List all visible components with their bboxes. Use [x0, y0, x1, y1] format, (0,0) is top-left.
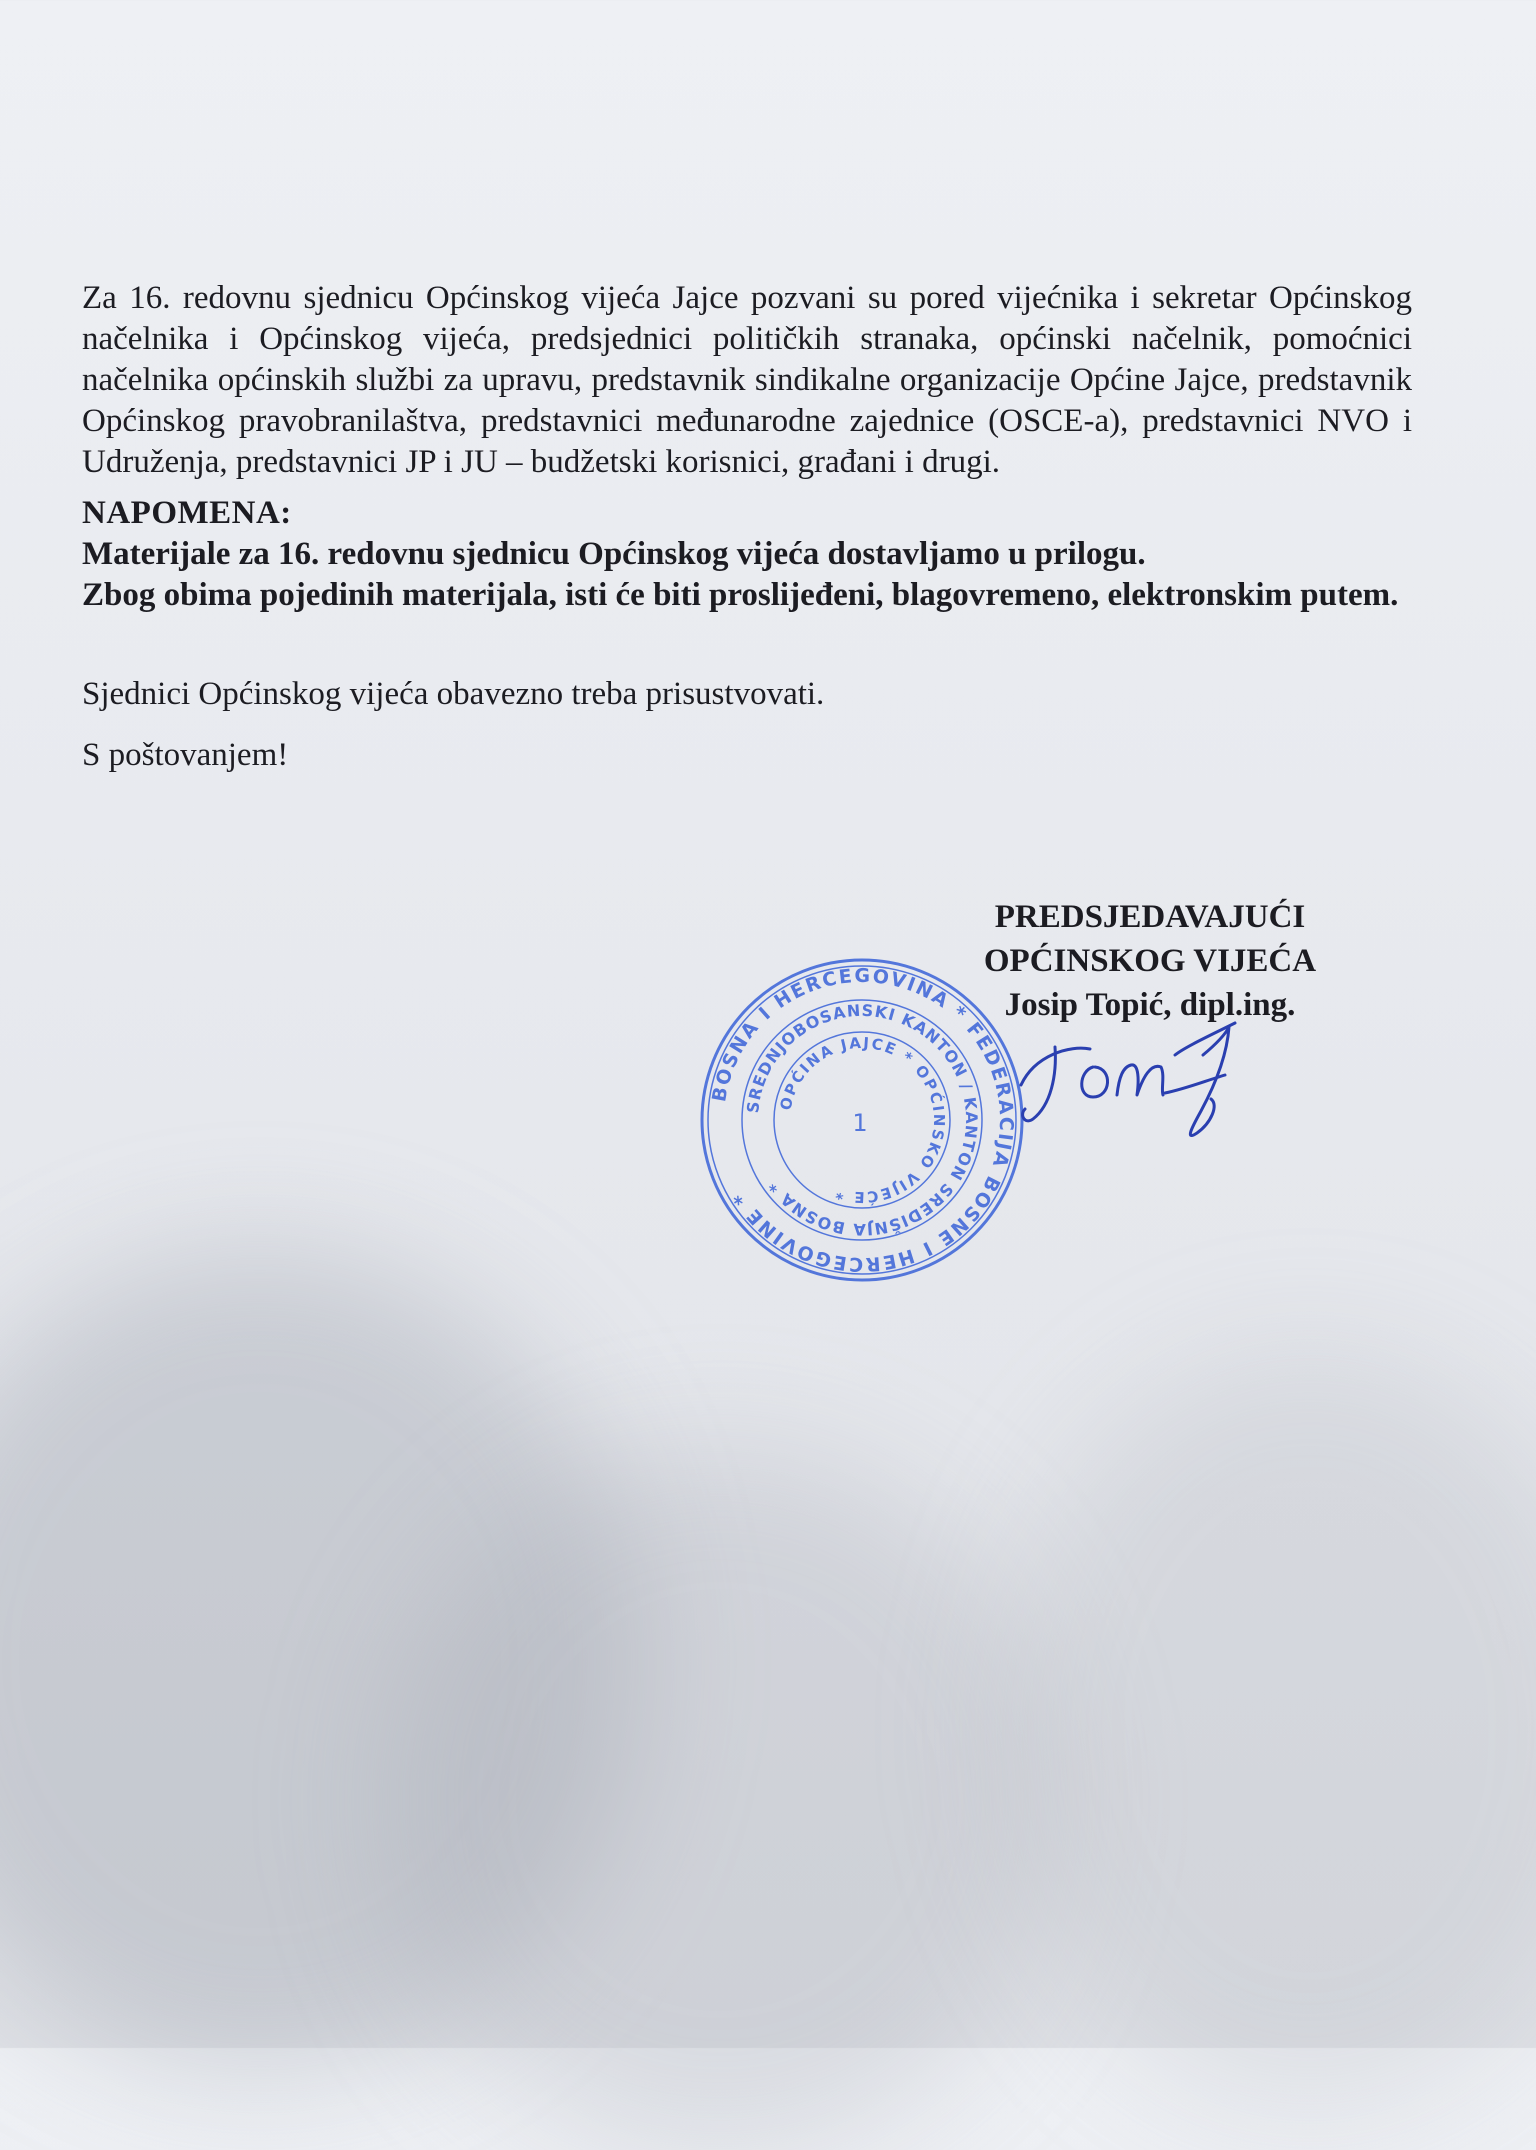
note-line-2: Zbog obima pojedinih materijala, isti će biti proslijeđeni, blagovremeno, elektronskim putem.: [82, 577, 1399, 613]
signature-title-line-1: PREDSJEDAVAJUĆI: [994, 899, 1306, 935]
intro-paragraph: Za 16. redovnu sjednicu Općinskog vijeća Jajce pozvani su pored vijećnika i sekretar Općinskog načelnika i Općinskog vijeća, predsjednici političkih stranaka, općinski načelnik, pomoćnici načelnika općinskih službi za upravu, predstavnik sindikalne organizacije Općine Jajce, predstavnik Općinskog pravobranilaštva, predstavnici međunarodne zajednice (OSCE-a), predstavnici NVO i Udruženja, predstavnici JP i JU – budžetski korisnici, građani i drugi.: [82, 280, 1412, 480]
stamp-outer-text: BOSNA I HERCEGOVINA * FEDERACIJA BOSNE I HERCEGOVINE *: [708, 964, 1018, 1276]
official-stamp: [692, 955, 1032, 1285]
note-line-1: Materijale za 16. redovnu sjednicu Općinskog vijeća dostavljamo u prilogu.: [82, 536, 1146, 572]
stamp-inner-text: OPĆINA JAJCE * OPĆINSKO VIJEĆE *: [776, 1033, 949, 1207]
attendance-line: Sjednici Općinskog vijeća obavezno treba prisustvovati.: [82, 676, 825, 712]
closing: S poštovanjem!: [82, 737, 289, 773]
signature-title-line-2: OPĆINSKOG VIJEĆA: [983, 943, 1317, 979]
signatory-name: Josip Topić, dipl.ing.: [1004, 987, 1296, 1023]
stamp-middle-text: SREDNJOBOSANSKI KANTON / KANTON SREDIŠNJA BOSNA *: [743, 1000, 982, 1240]
paper-shadow: [0, 1250, 640, 2070]
handwritten-signature: [1015, 1015, 1255, 1165]
stamp-center-number: 1: [852, 1109, 868, 1137]
letter-body: [82, 278, 1412, 776]
paper-shadow: [380, 1450, 1060, 2150]
note-heading: NAPOMENA:: [82, 495, 292, 531]
paper-shadow: [1000, 1350, 1536, 2110]
